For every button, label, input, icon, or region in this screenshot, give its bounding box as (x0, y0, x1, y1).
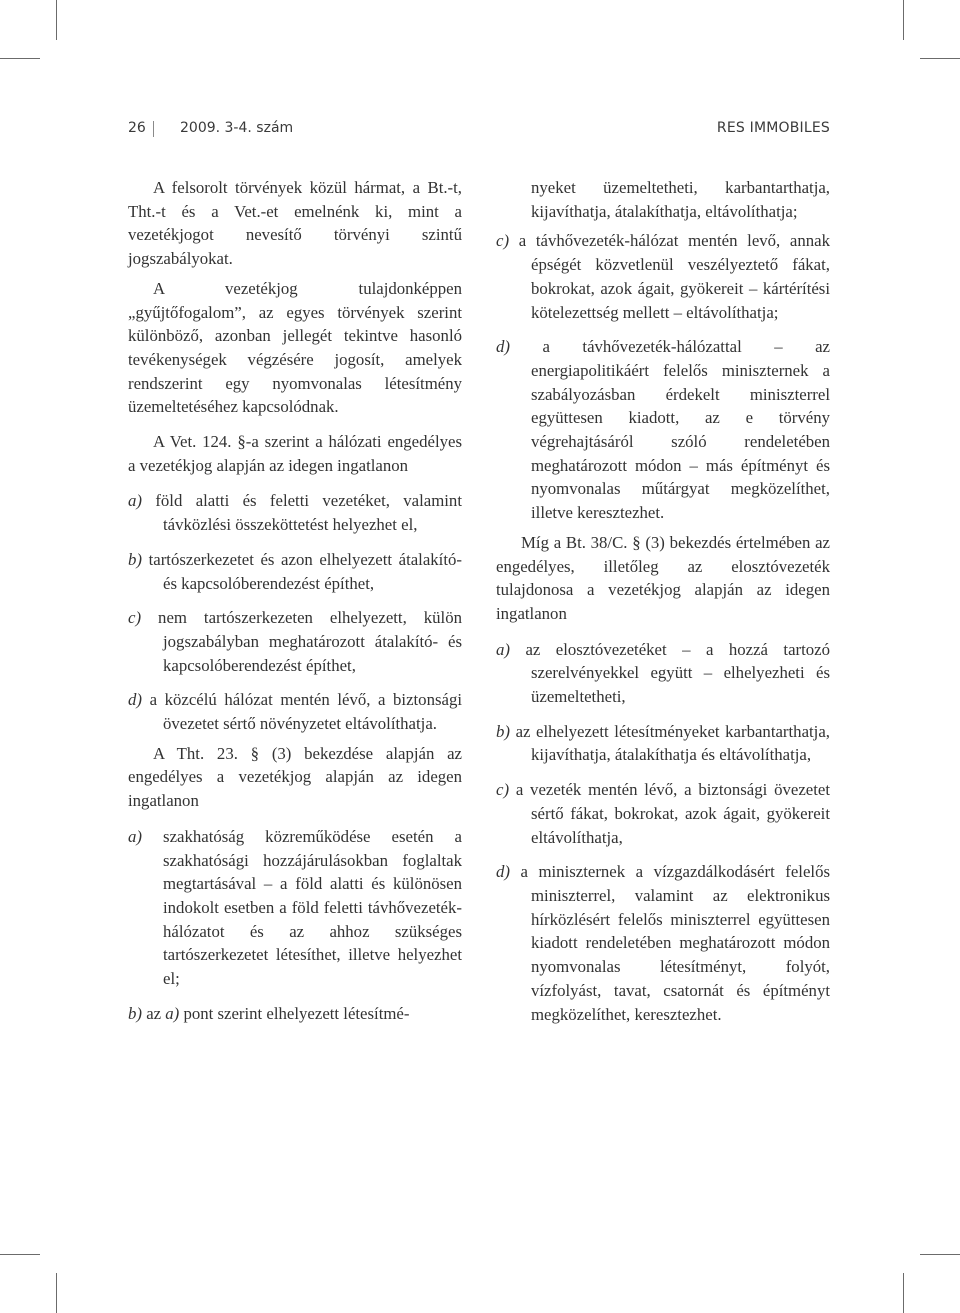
list-marker: b) (496, 721, 510, 741)
paragraph-continuation: nyeket üzemeltetheti, karbantarthatja, kijavíthatja, átalakíthatja, eltávolíthatja; (531, 178, 830, 221)
list-item (496, 335, 830, 525)
paragraph: A felsorolt törvények közül hármat, a Bt.-t, Tht.-t és a Vet.-et emelnénk ki, mint a vezetékjogot nevesítő törvényi szintű jogszabályokat. (128, 178, 462, 269)
list-item-text: az elosztóvezetéket – a hozzá tartozó szerelvényekkel együtt – elhelyezheti és üzemeltetheti, (525, 639, 830, 707)
list-marker: c) (496, 231, 510, 251)
crop-mark (56, 1273, 57, 1313)
list-item (128, 1002, 462, 1026)
crop-mark (56, 0, 57, 40)
list-item-text: a közcélú hálózat mentén lévő, a biztonsági övezetet sértő növényzetet eltávolíthatja. (149, 690, 462, 734)
list-item-text: a távhővezeték-hálózattal – az energiapolitikáért felelős miniszternek a szabályozásban érdekelt miniszterrel együttesen kiadott, az e törvény végrehajtásáról szóló rendeletében meghatározott módon – más építményt és nyomvonalas műtárgyat megközelíthet, illetve keresztezhet. (531, 337, 830, 523)
list-marker: b) (128, 549, 142, 569)
right-column (496, 176, 830, 1026)
list-item (128, 606, 462, 677)
list-marker: a) (128, 491, 142, 511)
journal-title: RES IMMOBILES (716, 120, 830, 136)
header-separator (153, 121, 154, 137)
list-item (496, 778, 830, 849)
paragraph: Míg a Bt. 38/C. § (3) bekezdés értelmében az engedélyes, illetőleg az elosztóvezeték tulajdonosa a vezetékjog alapján az idegen ingatlanon (496, 532, 830, 623)
list-item (496, 229, 830, 324)
paragraph: A Tht. 23. § (3) bekezdése alapján az engedélyes a vezetékjog alapján az idegen ingatlanon (128, 743, 462, 811)
list-item (496, 638, 830, 709)
list-item-text: szakhatóság közreműködése esetén a szakhatósági hozzájárulásokban foglaltak megtartásával – a föld alatti és különösen indokolt esetben a föld feletti távhővezeték-hálózatot és az ahhoz szükséges tartószerkezetet létesíthet, illetve helyezhet el; (163, 826, 462, 989)
list-reference: a) (165, 1003, 180, 1023)
list-item-text: a távhővezeték-hálózat mentén levő, annak épségét közvetlenül veszélyeztető fákat, bokrokat, azok ágait, gyökereit – kártérítési kötelezettség mellett – eltávolíthatja; (518, 231, 830, 322)
list-item (128, 489, 462, 536)
list-marker: b) (128, 1003, 142, 1023)
left-column (128, 176, 462, 1026)
list-item-text: pont szerint elhelyezett létesítmé- (179, 1003, 410, 1023)
list-marker: a) (496, 639, 510, 659)
list-marker: d) (128, 690, 142, 710)
paragraph: A Vet. 124. §-a szerint a hálózati engedélyes a vezetékjog alapján az idegen ingatlanon (128, 432, 462, 475)
crop-mark (0, 1254, 40, 1255)
list-marker: c) (496, 780, 510, 800)
list-item-text: tartószerkezetet és azon elhelyezett átalakító- és kapcsolóberendezést építhet, (148, 549, 462, 593)
crop-mark (903, 0, 904, 40)
list-marker: d) (496, 862, 510, 882)
list-item-text: a vezeték mentén lévő, a biztonsági övezetet sértő fákat, bokrokat, azok ágait, gyökereit eltávolíthatja, (515, 780, 830, 847)
crop-mark (920, 1254, 960, 1255)
list-item (128, 825, 462, 991)
list-item-text: az elhelyezett létesítményeket karbantarthatja, kijavíthatja, átalakíthatja és eltávolíthatja, (515, 721, 830, 765)
list-item (496, 720, 830, 767)
list-marker: d) (496, 337, 510, 357)
crop-mark (0, 58, 40, 59)
list-item (128, 688, 462, 735)
list-item-text-pre: az (146, 1003, 166, 1023)
issue-label: 2009. 3-4. szám (180, 120, 294, 136)
list-item-text: föld alatti és feletti vezetéket, valamint távközlési összeköttetést helyezhet el, (155, 491, 462, 535)
crop-mark (920, 58, 960, 59)
list-item-text: a miniszternek a vízgazdálkodásért felelős miniszterrel, valamint az elektronikus hírközlésért felelős miniszterrel együttesen kiadott rendeletében meghatározott módon nyomvonalas létesítményt, folyót, vízfolyást, tavat, csatornát és építményt megközelíthet, keresztezhet. (520, 862, 830, 1024)
list-marker: c) (128, 608, 142, 628)
paragraph: A vezetékjog tulajdonképpen „gyűjtőfogalom”, az egyes törvények szerint különböző, azonban jellegét tekintve hasonló tevékenységek végzésére jogosít, amelyek rendszerint egy nyomvonalas létesítmény üzemeltetéséhez kapcsolódnak. (128, 278, 462, 417)
running-header (128, 118, 830, 142)
page-number: 26 (128, 120, 146, 136)
list-marker: a) (128, 826, 142, 846)
list-item (128, 548, 462, 595)
list-item (496, 860, 830, 1026)
crop-mark (903, 1273, 904, 1313)
list-item-text: nem tartószerkezeten elhelyezett, külön jogszabályban meghatározott átalakító- és kapcsolóberendezést építhet, (158, 608, 463, 675)
